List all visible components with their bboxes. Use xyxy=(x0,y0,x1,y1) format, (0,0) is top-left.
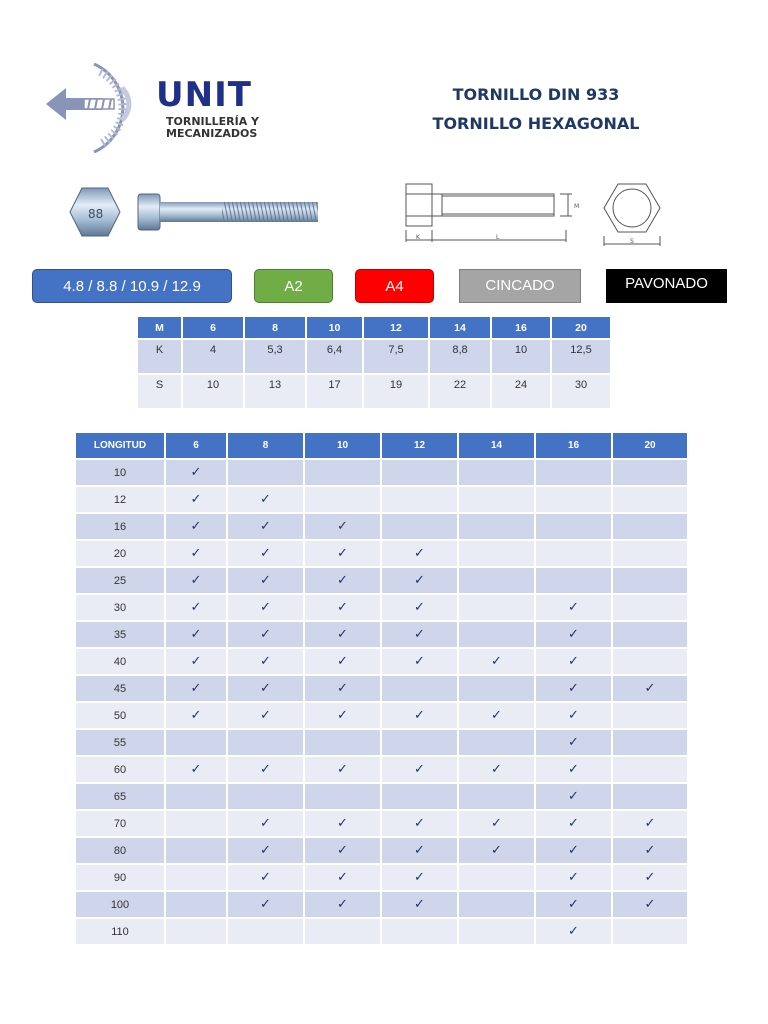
availability-check-icon: ✓ xyxy=(459,838,534,863)
dims-header-cell: 8 xyxy=(245,317,305,338)
availability-check-icon: ✓ xyxy=(536,838,611,863)
dims-header-cell: M xyxy=(138,317,181,338)
length-row xyxy=(76,838,687,863)
length-row xyxy=(76,703,687,728)
lengths-header-cell: 8 xyxy=(228,433,303,458)
availability-empty-cell xyxy=(305,784,380,809)
availability-empty-cell xyxy=(613,487,687,512)
availability-check-icon: ✓ xyxy=(228,514,303,539)
availability-check-icon: ✓ xyxy=(228,595,303,620)
availability-empty-cell xyxy=(382,514,457,539)
availability-check-icon: ✓ xyxy=(459,757,534,782)
dims-cell: 12,5 xyxy=(552,340,610,373)
availability-empty-cell xyxy=(228,919,303,944)
dims-row-k xyxy=(138,340,610,373)
drawing-label-k: K xyxy=(416,234,420,241)
dims-cell: 8,8 xyxy=(430,340,490,373)
availability-empty-cell xyxy=(459,487,534,512)
length-value: 70 xyxy=(76,811,164,836)
length-value: 90 xyxy=(76,865,164,890)
availability-check-icon: ✓ xyxy=(536,595,611,620)
availability-empty-cell xyxy=(228,730,303,755)
availability-check-icon: ✓ xyxy=(382,703,457,728)
length-value: 20 xyxy=(76,541,164,566)
brand-tagline xyxy=(166,116,259,140)
availability-check-icon: ✓ xyxy=(228,892,303,917)
availability-check-icon: ✓ xyxy=(613,811,687,836)
availability-check-icon: ✓ xyxy=(613,676,687,701)
availability-empty-cell xyxy=(613,514,687,539)
lengths-header-cell: 10 xyxy=(305,433,380,458)
availability-empty-cell xyxy=(459,919,534,944)
availability-check-icon: ✓ xyxy=(536,703,611,728)
dims-cell: 30 xyxy=(552,375,610,408)
availability-empty-cell xyxy=(382,460,457,485)
dims-cell: 4 xyxy=(183,340,243,373)
availability-empty-cell xyxy=(305,919,380,944)
availability-check-icon: ✓ xyxy=(166,514,226,539)
availability-check-icon: ✓ xyxy=(536,649,611,674)
availability-empty-cell xyxy=(459,784,534,809)
dims-cell: 10 xyxy=(183,375,243,408)
dims-cell: 5,3 xyxy=(245,340,305,373)
availability-check-icon: ✓ xyxy=(536,676,611,701)
length-row xyxy=(76,649,687,674)
length-value: 25 xyxy=(76,568,164,593)
dims-header-cell: 20 xyxy=(552,317,610,338)
dims-cell: S xyxy=(138,375,181,408)
availability-check-icon: ✓ xyxy=(305,865,380,890)
length-row xyxy=(76,892,687,917)
availability-empty-cell xyxy=(613,622,687,647)
product-title xyxy=(388,80,684,138)
availability-check-icon: ✓ xyxy=(166,622,226,647)
dims-cell: 10 xyxy=(492,340,550,373)
lengths-header-cell: 16 xyxy=(536,433,611,458)
length-value: 30 xyxy=(76,595,164,620)
availability-empty-cell xyxy=(305,460,380,485)
availability-check-icon: ✓ xyxy=(228,703,303,728)
availability-check-icon: ✓ xyxy=(166,541,226,566)
availability-empty-cell xyxy=(166,784,226,809)
availability-empty-cell xyxy=(613,541,687,566)
availability-check-icon: ✓ xyxy=(305,838,380,863)
availability-empty-cell xyxy=(459,676,534,701)
dims-row-s xyxy=(138,375,610,408)
availability-empty-cell xyxy=(459,730,534,755)
availability-check-icon: ✓ xyxy=(459,703,534,728)
title-line-2: TORNILLO HEXAGONAL xyxy=(432,114,640,133)
length-value: 110 xyxy=(76,919,164,944)
availability-empty-cell xyxy=(382,784,457,809)
availability-empty-cell xyxy=(613,595,687,620)
tagline-line-1: TORNILLERÍA Y xyxy=(166,115,260,128)
availability-empty-cell xyxy=(536,460,611,485)
dimensions-table xyxy=(136,315,612,410)
availability-check-icon: ✓ xyxy=(305,568,380,593)
availability-empty-cell xyxy=(382,730,457,755)
availability-check-icon: ✓ xyxy=(613,865,687,890)
availability-check-icon: ✓ xyxy=(228,676,303,701)
svg-text:88: 88 xyxy=(88,207,104,221)
lengths-table xyxy=(74,431,689,946)
availability-check-icon: ✓ xyxy=(536,892,611,917)
availability-empty-cell xyxy=(166,811,226,836)
length-value: 60 xyxy=(76,757,164,782)
availability-check-icon: ✓ xyxy=(305,892,380,917)
availability-empty-cell xyxy=(459,892,534,917)
availability-check-icon: ✓ xyxy=(166,757,226,782)
availability-check-icon: ✓ xyxy=(382,595,457,620)
length-row xyxy=(76,784,687,809)
availability-empty-cell xyxy=(459,595,534,620)
zinc-plated-button[interactable]: CINCADO xyxy=(459,269,581,303)
availability-check-icon: ✓ xyxy=(536,784,611,809)
drawing-label-s: S xyxy=(630,238,634,245)
availability-check-icon: ✓ xyxy=(536,919,611,944)
bolt-technical-drawing xyxy=(400,178,672,250)
availability-empty-cell xyxy=(459,514,534,539)
tagline-line-2: MECANIZADOS xyxy=(166,127,258,140)
availability-check-icon: ✓ xyxy=(536,865,611,890)
length-value: 50 xyxy=(76,703,164,728)
availability-check-icon: ✓ xyxy=(536,730,611,755)
dims-cell: 7,5 xyxy=(364,340,428,373)
dims-cell: 17 xyxy=(307,375,362,408)
length-value: 12 xyxy=(76,487,164,512)
lengths-header-row xyxy=(76,433,687,458)
dims-header-cell: 10 xyxy=(307,317,362,338)
length-row xyxy=(76,568,687,593)
availability-check-icon: ✓ xyxy=(536,757,611,782)
availability-empty-cell xyxy=(613,460,687,485)
availability-empty-cell xyxy=(166,865,226,890)
availability-empty-cell xyxy=(228,460,303,485)
length-value: 35 xyxy=(76,622,164,647)
availability-empty-cell xyxy=(166,892,226,917)
availability-check-icon: ✓ xyxy=(228,541,303,566)
availability-empty-cell xyxy=(613,649,687,674)
dims-cell: 22 xyxy=(430,375,490,408)
availability-check-icon: ✓ xyxy=(382,811,457,836)
availability-empty-cell xyxy=(305,730,380,755)
dims-header-cell: 12 xyxy=(364,317,428,338)
availability-check-icon: ✓ xyxy=(382,541,457,566)
length-value: 45 xyxy=(76,676,164,701)
length-value: 16 xyxy=(76,514,164,539)
length-value: 65 xyxy=(76,784,164,809)
dims-header-cell: 16 xyxy=(492,317,550,338)
availability-check-icon: ✓ xyxy=(305,541,380,566)
availability-empty-cell xyxy=(613,730,687,755)
availability-check-icon: ✓ xyxy=(459,811,534,836)
availability-check-icon: ✓ xyxy=(382,649,457,674)
length-value: 40 xyxy=(76,649,164,674)
availability-empty-cell xyxy=(228,784,303,809)
availability-check-icon: ✓ xyxy=(166,595,226,620)
length-row xyxy=(76,676,687,701)
dims-cell: 13 xyxy=(245,375,305,408)
length-value: 55 xyxy=(76,730,164,755)
availability-check-icon: ✓ xyxy=(166,487,226,512)
dims-cell: 24 xyxy=(492,375,550,408)
availability-check-icon: ✓ xyxy=(166,703,226,728)
availability-empty-cell xyxy=(459,865,534,890)
availability-empty-cell xyxy=(166,919,226,944)
lengths-header-cell: LONGITUD xyxy=(76,433,164,458)
a4-stainless-button[interactable]: A4 xyxy=(355,269,434,303)
availability-empty-cell xyxy=(459,622,534,647)
availability-empty-cell xyxy=(382,487,457,512)
title-line-1: TORNILLO DIN 933 xyxy=(452,85,620,104)
availability-empty-cell xyxy=(536,487,611,512)
availability-check-icon: ✓ xyxy=(459,649,534,674)
availability-check-icon: ✓ xyxy=(305,703,380,728)
availability-empty-cell xyxy=(459,541,534,566)
dims-cell: K xyxy=(138,340,181,373)
availability-empty-cell xyxy=(536,568,611,593)
availability-check-icon: ✓ xyxy=(305,811,380,836)
grades-button[interactable]: 4.8 / 8.8 / 10.9 / 12.9 xyxy=(32,269,232,303)
availability-check-icon: ✓ xyxy=(536,811,611,836)
availability-check-icon: ✓ xyxy=(228,838,303,863)
dims-header-cell: 14 xyxy=(430,317,490,338)
length-row xyxy=(76,919,687,944)
lengths-header-cell: 12 xyxy=(382,433,457,458)
availability-check-icon: ✓ xyxy=(382,757,457,782)
length-row xyxy=(76,622,687,647)
black-oxide-button[interactable]: PAVONADO xyxy=(606,269,727,303)
length-row xyxy=(76,514,687,539)
availability-empty-cell xyxy=(536,514,611,539)
lengths-table-body xyxy=(76,460,687,944)
availability-check-icon: ✓ xyxy=(613,838,687,863)
length-row xyxy=(76,595,687,620)
drawing-label-l: L xyxy=(496,234,500,241)
drawing-label-m: M xyxy=(574,203,580,210)
availability-empty-cell xyxy=(613,568,687,593)
availability-check-icon: ✓ xyxy=(228,649,303,674)
availability-check-icon: ✓ xyxy=(382,622,457,647)
brand-name: UNIT xyxy=(156,75,252,115)
availability-check-icon: ✓ xyxy=(228,811,303,836)
availability-check-icon: ✓ xyxy=(305,595,380,620)
availability-check-icon: ✓ xyxy=(228,568,303,593)
availability-check-icon: ✓ xyxy=(305,514,380,539)
length-value: 10 xyxy=(76,460,164,485)
lengths-header-cell: 20 xyxy=(613,433,687,458)
availability-check-icon: ✓ xyxy=(305,649,380,674)
availability-check-icon: ✓ xyxy=(166,460,226,485)
length-row xyxy=(76,757,687,782)
availability-check-icon: ✓ xyxy=(382,568,457,593)
availability-check-icon: ✓ xyxy=(382,838,457,863)
length-row xyxy=(76,730,687,755)
availability-empty-cell xyxy=(166,730,226,755)
availability-check-icon: ✓ xyxy=(382,892,457,917)
length-row xyxy=(76,460,687,485)
availability-check-icon: ✓ xyxy=(613,892,687,917)
availability-empty-cell xyxy=(459,568,534,593)
dims-cell: 6,4 xyxy=(307,340,362,373)
availability-check-icon: ✓ xyxy=(305,676,380,701)
availability-empty-cell xyxy=(305,487,380,512)
availability-check-icon: ✓ xyxy=(166,568,226,593)
availability-check-icon: ✓ xyxy=(228,865,303,890)
availability-empty-cell xyxy=(613,784,687,809)
availability-empty-cell xyxy=(166,838,226,863)
length-row xyxy=(76,541,687,566)
availability-check-icon: ✓ xyxy=(536,622,611,647)
dims-cell: 19 xyxy=(364,375,428,408)
length-row xyxy=(76,487,687,512)
availability-empty-cell xyxy=(459,460,534,485)
availability-check-icon: ✓ xyxy=(166,649,226,674)
availability-empty-cell xyxy=(382,676,457,701)
availability-check-icon: ✓ xyxy=(228,622,303,647)
availability-empty-cell xyxy=(536,541,611,566)
lengths-header-cell: 14 xyxy=(459,433,534,458)
availability-empty-cell xyxy=(613,919,687,944)
availability-empty-cell xyxy=(613,703,687,728)
length-value: 80 xyxy=(76,838,164,863)
availability-check-icon: ✓ xyxy=(305,757,380,782)
length-row xyxy=(76,865,687,890)
availability-check-icon: ✓ xyxy=(228,487,303,512)
length-value: 100 xyxy=(76,892,164,917)
availability-check-icon: ✓ xyxy=(228,757,303,782)
a2-stainless-button[interactable]: A2 xyxy=(254,269,333,303)
availability-empty-cell xyxy=(382,919,457,944)
bolt-photo xyxy=(64,180,326,244)
length-row xyxy=(76,811,687,836)
dims-header-cell: 6 xyxy=(183,317,243,338)
availability-check-icon: ✓ xyxy=(166,676,226,701)
availability-check-icon: ✓ xyxy=(382,865,457,890)
dimensions-header-row xyxy=(138,317,610,338)
lengths-header-cell: 6 xyxy=(166,433,226,458)
availability-check-icon: ✓ xyxy=(305,622,380,647)
availability-empty-cell xyxy=(613,757,687,782)
